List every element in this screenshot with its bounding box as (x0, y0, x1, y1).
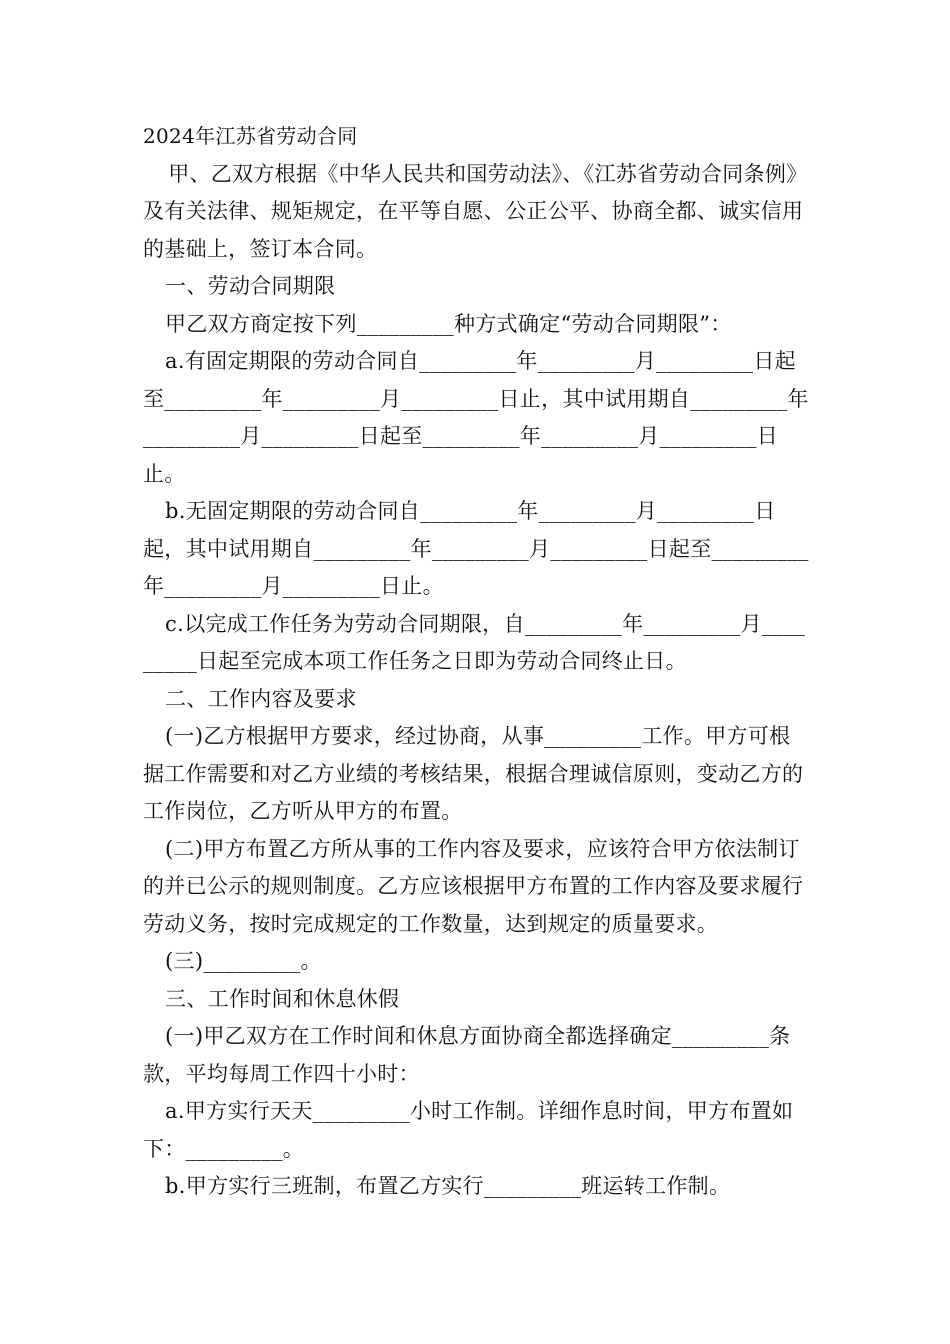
contract-term-method-paragraph: 甲乙双方商定按下列_________种方式确定“劳动合同期限”： (165, 311, 732, 336)
working-hours-clause-1: (一)甲乙双方在工作时间和休息方面协商全都选择确定_________条款，平均每周工作四十小时： (143, 1024, 791, 1086)
task-based-term-paragraph: c.以完成工作任务为劳动合同期限，自_________年_________月_________日起至完成本项工作任务之日即为劳动合同终止日。 (143, 611, 806, 673)
fixed-term-paragraph: a.有固定期限的劳动合同自_________年_________月_________日起至_________年_________月_________日止，其中试用期自_________年_________月_________日起至_________年_________月_________日止。 (143, 349, 809, 486)
section-heading-contract-term: 一、劳动合同期限 (165, 274, 336, 298)
daily-hours-paragraph: a.甲方实行天天_________小时工作制。详细作息时间，甲方布置如下：_________。 (143, 1099, 794, 1161)
three-shift-paragraph: b.甲方实行三班制，布置乙方实行_________班运转工作制。 (165, 1174, 731, 1198)
document-body (143, 118, 811, 1206)
work-content-clause-3: (三)_________。 (165, 949, 322, 973)
open-term-paragraph: b.无固定期限的劳动合同自_________年_________月_________日起，其中试用期自_________年_________月_________日起至_________年_________月_________日止。 (143, 499, 809, 598)
work-content-clause-2: (二)甲方布置乙方所从事的工作内容及要求，应该符合甲方依法制订的并已公示的规则制度。乙方应该根据甲方布置的工作内容及要求履行劳动义务，按时完成规定的工作数量，达到规定的质量要求。 (143, 836, 804, 936)
section-heading-working-hours: 三、工作时间和休息休假 (165, 986, 400, 1011)
document-title: 2024年江苏省劳动合同 (143, 124, 358, 148)
work-content-clause-1: (一)乙方根据甲方要求，经过协商，从事_________工作。甲方可根据工作需要和对乙方业绩的考核结果，根据合理诚信原则，变动乙方的工作岗位，乙方听从甲方的布置。 (143, 724, 804, 823)
preamble-paragraph: 甲、乙双方根据《中华人民共和国劳动法》、《江苏省劳动合同条例》及有关法律、规矩规定，在平等自愿、公正公平、协商全都、诚实信用的基础上，签订本合同。 (143, 161, 808, 261)
section-heading-work-content: 二、工作内容及要求 (165, 686, 357, 711)
